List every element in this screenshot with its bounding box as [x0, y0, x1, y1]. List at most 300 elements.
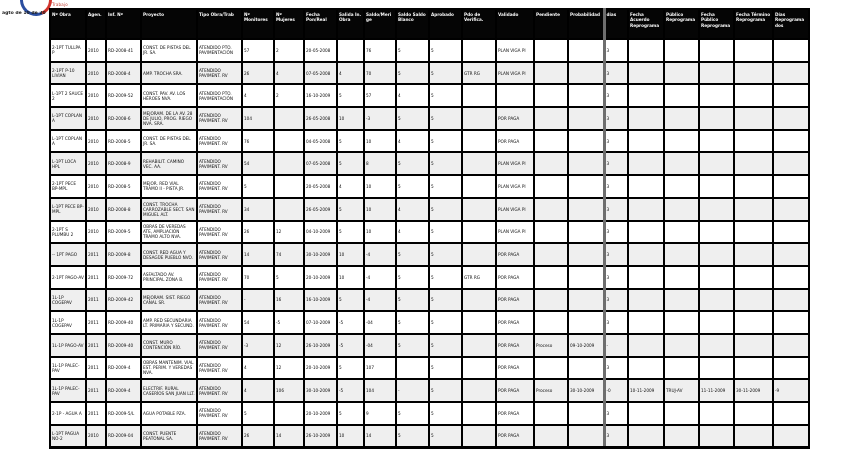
cell: 4 [337, 175, 364, 198]
cell: REHABILIT. CAMINO VEC. AA. [141, 152, 197, 175]
cell [568, 221, 604, 244]
cell: CONST. DE PISTAS DEL JR. SA. [141, 39, 197, 62]
cell: 5 [396, 402, 429, 425]
cell: 5 [429, 39, 462, 62]
cell: 5 [396, 311, 429, 334]
cell: L-1PT PAGUA NO-2 [50, 425, 86, 448]
cell: 2010 [86, 198, 106, 221]
cell: GTR RG [462, 266, 496, 289]
cell: ATENDIDO PAVIMENT. RV [197, 379, 242, 402]
table-row [50, 266, 809, 289]
cell: ATENDIDO PAVIMENT. RV [197, 334, 242, 357]
cell: POR PAGA [496, 311, 534, 334]
cell: 4 [274, 62, 304, 85]
cell: CONST. PUENTE PEATONAL SA. [141, 425, 197, 448]
cell [568, 84, 604, 107]
cell [462, 152, 496, 175]
header-row [50, 9, 809, 39]
cell: 16-10-2009 [304, 289, 337, 312]
cell: 2011 [86, 266, 106, 289]
cell: 2010 [86, 221, 106, 244]
cell: 3 [604, 152, 628, 175]
cell: 5 [429, 357, 462, 380]
column-header: Nº Monitores [242, 9, 274, 39]
cell [568, 243, 604, 266]
cell [462, 175, 496, 198]
cell: ATENDIDO PAVIMENT. RV [197, 266, 242, 289]
column-header: Público Reprograma [664, 9, 699, 39]
cell: 3 [604, 311, 628, 334]
cell [628, 107, 664, 130]
cell: -5 [274, 311, 304, 334]
cell [699, 175, 734, 198]
cell: CONST. MURO CONTENCIÓN RÍO. [141, 334, 197, 357]
cell [699, 221, 734, 244]
cell: 5 [396, 175, 429, 198]
cell: 5 [429, 62, 462, 85]
cell: 9 [364, 402, 396, 425]
cell: 5 [429, 425, 462, 448]
cell [699, 266, 734, 289]
cell: PLAN VIGA PI [496, 39, 534, 62]
cell [534, 198, 568, 221]
cell [628, 175, 664, 198]
cell: 26-10-2009 [304, 334, 337, 357]
cell: 5 [337, 84, 364, 107]
cell [628, 357, 664, 380]
cell: 2-1PT PECE BP-MPL [50, 175, 86, 198]
cell: POR PAGA [496, 243, 534, 266]
cell [664, 425, 699, 448]
cell: RD-2008-41 [106, 39, 141, 62]
cell [734, 198, 773, 221]
cell [773, 243, 809, 266]
table-row [50, 357, 809, 380]
cell: 5 [337, 357, 364, 380]
cell: 3 [604, 175, 628, 198]
cell [534, 221, 568, 244]
cell [664, 402, 699, 425]
cell: 2 [274, 39, 304, 62]
cell: ATENDIDO PAVIMENT. RV [197, 243, 242, 266]
cell: -4 [364, 289, 396, 312]
cell: L-1PT 2 SAUCE 2 [50, 84, 86, 107]
table-header [50, 9, 809, 39]
cell: 5 [396, 62, 429, 85]
cell [664, 221, 699, 244]
cell [734, 39, 773, 62]
table-row [50, 107, 809, 130]
cell: POR PAGA [496, 357, 534, 380]
cell: RD-2008-6 [106, 107, 141, 130]
cell: L-1PT PECE BP-MPL [50, 198, 86, 221]
cell: ATENDIDO PAVIMENT. RV [197, 175, 242, 198]
cell: - [396, 379, 429, 402]
cell [534, 357, 568, 380]
cell: 2010 [86, 84, 106, 107]
table-row [50, 243, 809, 266]
cell [699, 84, 734, 107]
cell: 2011 [86, 402, 106, 425]
table-row [50, 289, 809, 312]
cell [534, 243, 568, 266]
table-row [50, 198, 809, 221]
column-header: Tipo Obra/Trab [197, 9, 242, 39]
cell: PLAN VIGA PI [496, 175, 534, 198]
cell [628, 198, 664, 221]
cell [773, 266, 809, 289]
cell: 12 [274, 221, 304, 244]
cell: 5 [337, 289, 364, 312]
cell [534, 311, 568, 334]
cell: 5 [396, 334, 429, 357]
cell [664, 266, 699, 289]
cell: POR PAGA [496, 107, 534, 130]
cell [734, 266, 773, 289]
cell [462, 334, 496, 357]
cell: 07-10-2009 [304, 311, 337, 334]
table-row [50, 130, 809, 153]
cell: 5 [274, 266, 304, 289]
cell: 5 [429, 84, 462, 107]
cell [699, 39, 734, 62]
cell [699, 402, 734, 425]
cell: 10 [364, 221, 396, 244]
cell [628, 266, 664, 289]
cell: ATENDIDO PAVIMENT. RV [197, 62, 242, 85]
cell: 16-10-2009 [304, 84, 337, 107]
cell: 3 [604, 221, 628, 244]
cell: ATENDIDO PAVIMENT. RV [197, 221, 242, 244]
cell: ATENDIDO PAVIMENT. RV [197, 425, 242, 448]
logo-word: Trabajo [52, 2, 68, 7]
cell: 76 [364, 39, 396, 62]
cell: 14 [364, 425, 396, 448]
cell: 2011 [86, 334, 106, 357]
cell [734, 130, 773, 153]
cell: 57 [242, 39, 274, 62]
cell [568, 289, 604, 312]
cell: POR PAGA [496, 266, 534, 289]
cell [734, 357, 773, 380]
cell: 107 [364, 357, 396, 380]
cell [699, 107, 734, 130]
cell: 07-05-2008 [304, 62, 337, 85]
cell: AMP. RED SECUNDARIA LT. PRIMARIA Y SECUND. [141, 311, 197, 334]
column-header: días [604, 9, 628, 39]
cell: ATENDIDO PTO. PAVIMENTACIÓN [197, 39, 242, 62]
cell: GTR RG [462, 62, 496, 85]
cell: 26 [242, 62, 274, 85]
cell: 12 [274, 357, 304, 380]
cell [664, 84, 699, 107]
cell: 5 [337, 402, 364, 425]
cell [773, 289, 809, 312]
cell: 5 [396, 152, 429, 175]
cell: 20-05-2008 [304, 39, 337, 62]
column-header: Fecha Término Reprograma [734, 9, 773, 39]
cell: -5 [337, 311, 364, 334]
cell: 5 [337, 221, 364, 244]
cell: -9 [773, 379, 809, 402]
cell [568, 357, 604, 380]
cell: 57 [364, 84, 396, 107]
cell [628, 289, 664, 312]
cell [628, 221, 664, 244]
cell [462, 289, 496, 312]
cell: 26-10-2009 [304, 425, 337, 448]
cell [773, 311, 809, 334]
cell: L-1PT COPLAN A [50, 130, 86, 153]
cell: ELECTRIF. RURAL CASERÍOS SAN JUAN LLT. [141, 379, 197, 402]
cell [462, 357, 496, 380]
cell [734, 175, 773, 198]
cell [628, 39, 664, 62]
cell: 3 [604, 62, 628, 85]
cell [734, 334, 773, 357]
cell: 30-10-2009 [304, 379, 337, 402]
cell: 4 [242, 84, 274, 107]
cell [664, 107, 699, 130]
cell [628, 402, 664, 425]
cell [664, 198, 699, 221]
cell: POR PAGA [496, 334, 534, 357]
cell [734, 425, 773, 448]
cell: 4 [337, 62, 364, 85]
table-row [50, 334, 809, 357]
cell [734, 107, 773, 130]
cell: 3 [604, 289, 628, 312]
cell: POR PAGA [496, 379, 534, 402]
cell: 5 [242, 175, 274, 198]
cell [534, 175, 568, 198]
column-header: Nº Obra [50, 9, 86, 39]
cell [628, 130, 664, 153]
cell: 5 [429, 402, 462, 425]
cell: 5 [429, 243, 462, 266]
cell: 5 [396, 425, 429, 448]
cell: 5 [429, 311, 462, 334]
cell: AMP. TROCHA SRA. [141, 62, 197, 85]
cell: POR PAGA [496, 402, 534, 425]
cell: 70 [242, 266, 274, 289]
cell [568, 198, 604, 221]
column-header: Fecha Acuerdo Reprograma [628, 9, 664, 39]
column-header: Proyecto [141, 9, 197, 39]
cell: 2 [274, 84, 304, 107]
cell: 30-10-2009 [304, 243, 337, 266]
cell: 3 [604, 266, 628, 289]
cell [534, 130, 568, 153]
cell: 4 [396, 84, 429, 107]
cell: 26 [242, 425, 274, 448]
cell [534, 289, 568, 312]
cell: PLAN VIGA PI [496, 62, 534, 85]
cell [534, 152, 568, 175]
cell [734, 84, 773, 107]
cell [773, 175, 809, 198]
cell [699, 334, 734, 357]
cell: - [242, 289, 274, 312]
cell [462, 221, 496, 244]
cell: RD-2008-8 [106, 198, 141, 221]
cell: 5 [396, 289, 429, 312]
cell: 4 [242, 379, 274, 402]
cell [699, 62, 734, 85]
report-table [49, 8, 808, 449]
cell: 3 [604, 39, 628, 62]
cell: POR PAGA [496, 289, 534, 312]
cell: 5 [242, 402, 274, 425]
cell [568, 175, 604, 198]
cell: 5 [429, 152, 462, 175]
cell [462, 311, 496, 334]
cell: 10-11-2009 [628, 379, 664, 402]
cell: 70 [364, 62, 396, 85]
cell [568, 152, 604, 175]
cell: RD-2008-9 [106, 152, 141, 175]
report-date-note: agto de 10 de 20 [2, 11, 46, 16]
cell: RD-2009-52 [106, 84, 141, 107]
cell [534, 62, 568, 85]
cell: -3 [242, 334, 274, 357]
cell: 20-10-2009 [304, 402, 337, 425]
cell [699, 311, 734, 334]
cell: 74 [274, 243, 304, 266]
cell: 10 [337, 266, 364, 289]
cell [396, 357, 429, 380]
cell [534, 84, 568, 107]
cell: 4 [396, 221, 429, 244]
table-row [50, 152, 809, 175]
cell [568, 39, 604, 62]
cell: 76 [242, 130, 274, 153]
cell: 11-11-2009 [699, 379, 734, 402]
cell: -04 [364, 334, 396, 357]
table-row [50, 39, 809, 62]
column-header: Fecha Pon/Real [304, 9, 337, 39]
cell [734, 311, 773, 334]
column-header: Fecha Público Reprograma [699, 9, 734, 39]
cell: 5 [429, 289, 462, 312]
cell: RD-2009-5/L [106, 402, 141, 425]
cell: 1L-1P PALEC-PAV [50, 379, 86, 402]
cell: MEJORAM. DE LA AV. 28 DE JULIO, PROG. RIEGO NVA. SRA. [141, 107, 197, 130]
cell: 14 [242, 243, 274, 266]
cell: 16 [274, 289, 304, 312]
cell: 2010 [86, 39, 106, 62]
column-header: Saldo Saldo Blanco [396, 9, 429, 39]
cell [699, 425, 734, 448]
cell: 12 [274, 334, 304, 357]
projects-table [49, 8, 810, 449]
column-header: Probabilidad [568, 9, 604, 39]
cell: 2-1PT S PLUMBU 2 [50, 221, 86, 244]
cell: 8 [364, 152, 396, 175]
cell: 5 [429, 379, 462, 402]
cell: RD-2009-72 [106, 266, 141, 289]
cell: AGUA POTABLE PZA. [141, 402, 197, 425]
cell: Proceso [534, 334, 568, 357]
cell [628, 425, 664, 448]
cell [274, 130, 304, 153]
cell: RD-2009-42 [106, 289, 141, 312]
cell: 26 [242, 221, 274, 244]
cell: 10 [364, 130, 396, 153]
cell [773, 152, 809, 175]
cell: 5 [396, 39, 429, 62]
column-header: Inf. Nº [106, 9, 141, 39]
cell: CONST. RED AGUA Y DESAGÜE PUEBLO NVO. [141, 243, 197, 266]
cell: 2010 [86, 130, 106, 153]
column-header: Salida In. Obra [337, 9, 364, 39]
cell [699, 198, 734, 221]
cell: 2010 [86, 62, 106, 85]
cell: 4 [242, 357, 274, 380]
table-row [50, 402, 809, 425]
cell: 2-1P - AGUA A [50, 402, 86, 425]
cell: 5 [429, 221, 462, 244]
cell: -3 [364, 107, 396, 130]
cell [462, 130, 496, 153]
cell [462, 243, 496, 266]
cell [568, 425, 604, 448]
cell: 30-10-2009 [568, 379, 604, 402]
cell: 54 [242, 152, 274, 175]
cell [734, 62, 773, 85]
table-row [50, 84, 809, 107]
cell: RD-2009-5 [106, 221, 141, 244]
cell [734, 243, 773, 266]
cell [773, 198, 809, 221]
cell [628, 243, 664, 266]
cell: 54 [242, 311, 274, 334]
cell [462, 198, 496, 221]
cell: 5 [396, 107, 429, 130]
cell: ATENDIDO PAVIMENT. RV [197, 130, 242, 153]
cell: ATENDIDO PAVIMENT. RV [197, 311, 242, 334]
cell: 34 [242, 198, 274, 221]
table-row [50, 62, 809, 85]
cell: 2010 [86, 175, 106, 198]
table-body [50, 39, 809, 447]
cell: CONST. PAV. AV. LOS HÉROES NVA. [141, 84, 197, 107]
cell: 5 [337, 130, 364, 153]
cell: ATENDIDO PAVIMENT. RV [197, 402, 242, 425]
cell: ATENDIDO PTO. PAVIMENTACIÓN [197, 84, 242, 107]
cell [337, 39, 364, 62]
cell: 5 [429, 175, 462, 198]
cell: 2011 [86, 289, 106, 312]
cell: 2-1PT PAGO-AV [50, 266, 86, 289]
cell: PLAN VIGA PI [496, 152, 534, 175]
cell: MEJOR. RED VIAL TRAMO II - PISTA JR. [141, 175, 197, 198]
cell: 5 [337, 152, 364, 175]
cell: TRUJ-AV [664, 379, 699, 402]
cell [628, 152, 664, 175]
cell [664, 357, 699, 380]
cell: 1L-1P PAGO-AV [50, 334, 86, 357]
table-row [50, 379, 809, 402]
cell: Proceso [534, 379, 568, 402]
cell: 09-10-2009 [568, 334, 604, 357]
cell [773, 84, 809, 107]
cell [664, 289, 699, 312]
cell [773, 402, 809, 425]
cell: ATENDIDO PAVIMENT. RV [197, 289, 242, 312]
cell: 20-10-2009 [304, 266, 337, 289]
cell: 104 [242, 107, 274, 130]
